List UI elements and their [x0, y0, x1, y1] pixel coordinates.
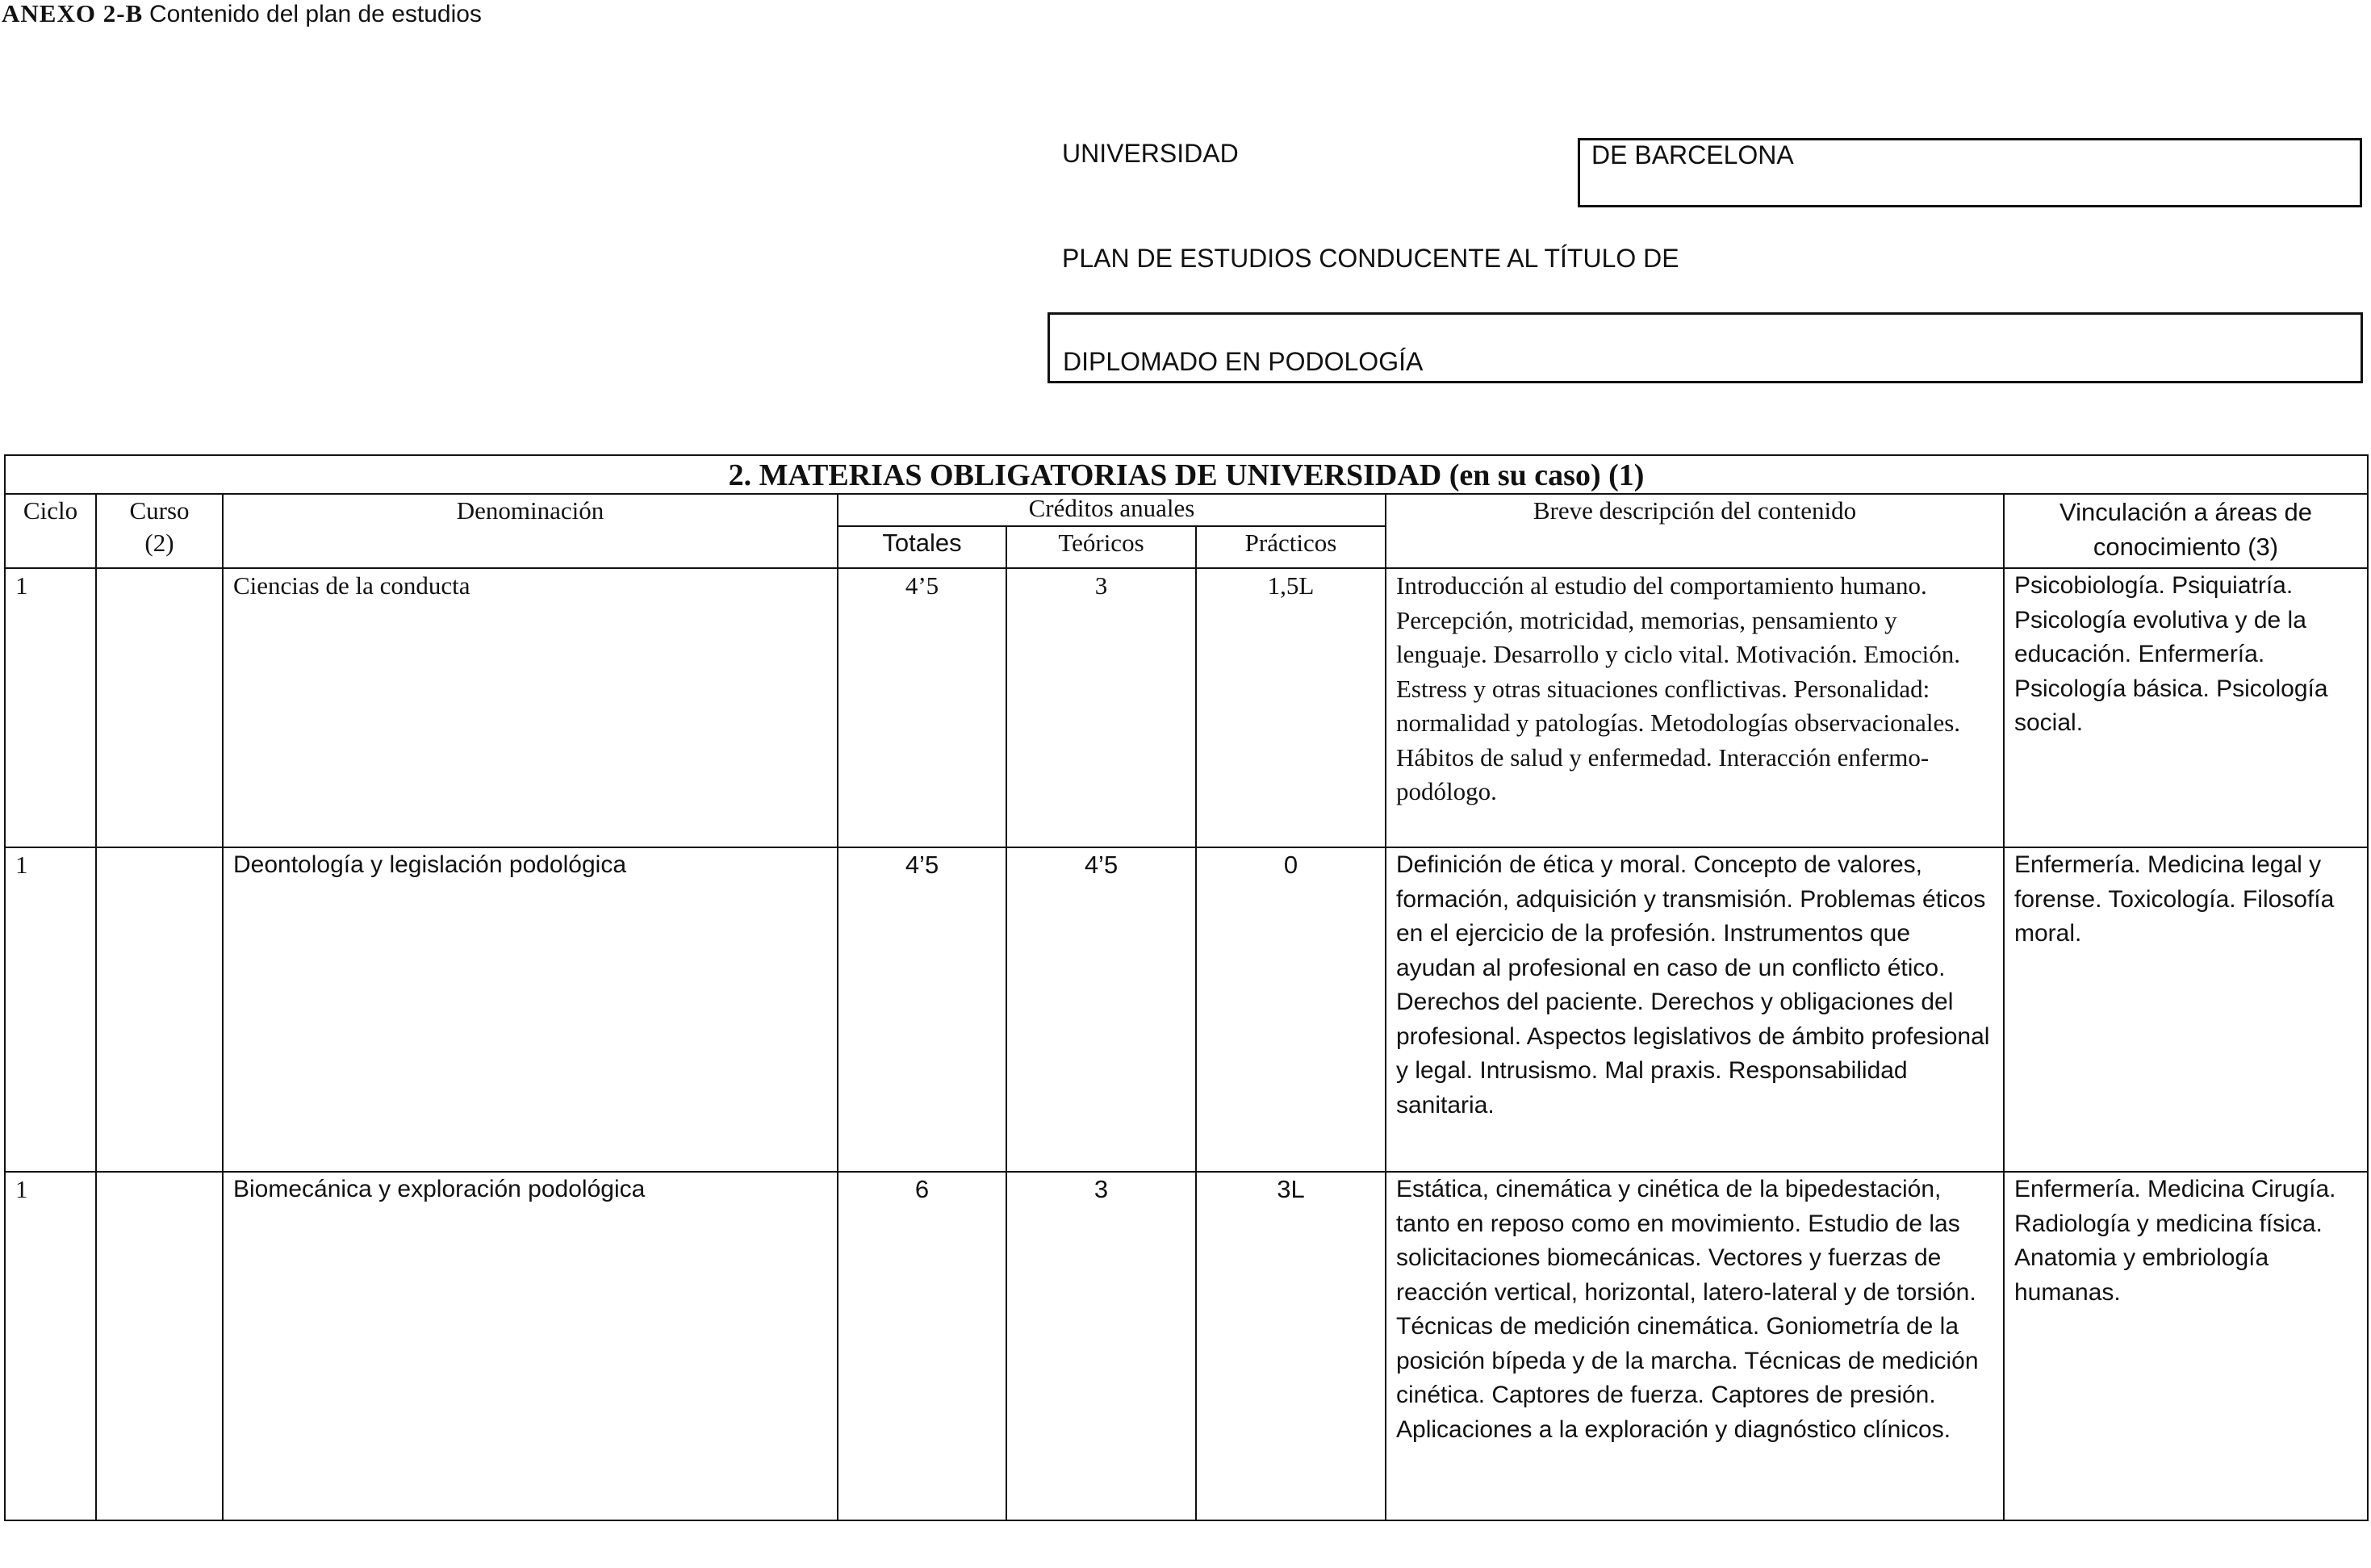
cell-practicos: 1,5L: [1196, 568, 1386, 847]
header-curso-line1: Curso: [129, 496, 190, 525]
cell-ciclo: 1: [5, 568, 96, 847]
table-row: [5, 847, 2368, 1172]
plan-label: PLAN DE ESTUDIOS CONDUCENTE AL TÍTULO DE: [1062, 244, 1679, 273]
materias-table: [4, 454, 2369, 1521]
section-title: 2. MATERIAS OBLIGATORIAS DE UNIVERSIDAD (en su caso) (1): [5, 455, 2368, 494]
header-vinculacion: Vinculación a áreas de conocimiento (3): [2004, 494, 2368, 568]
cell-descripcion: Introducción al estudio del comportamiento humano. Percepción, motricidad, memorias, pensamiento y lenguaje. Desarrollo y ciclo vital. Motivación. Emoción. Estress y otras situaciones conflictivas. Personalidad: normalidad y patologías. Metodologías observacionales. Hábitos de salud y enfermedad. Interacción enfermo-podólogo.: [1386, 568, 2004, 847]
cell-teoricos: 4’5: [1006, 847, 1196, 1172]
header-practicos: Prácticos: [1196, 526, 1386, 568]
universidad-label: UNIVERSIDAD: [1062, 139, 1239, 168]
cell-vinculacion: Enfermería. Medicina Cirugía. Radiología y medicina física. Anatomia y embriología humanas.: [2004, 1172, 2368, 1520]
cell-vinculacion: Psicobiología. Psiquiatría. Psicología evolutiva y de la educación. Enfermería. Psicología básica. Psicología social.: [2004, 568, 2368, 847]
header-ciclo: Ciclo: [5, 494, 96, 568]
header-curso: [96, 494, 223, 568]
header-curso-line2: (2): [144, 529, 174, 557]
cell-practicos: 0: [1196, 847, 1386, 1172]
annex-heading: [2, 0, 482, 28]
universidad-box: [1578, 138, 2362, 207]
cell-curso: [96, 568, 223, 847]
table-row: [5, 1172, 2368, 1520]
cell-curso: [96, 1172, 223, 1520]
header-creditos: Créditos anuales: [838, 494, 1386, 526]
cell-totales: 4’5: [838, 847, 1006, 1172]
cell-totales: 4’5: [838, 568, 1006, 847]
cell-teoricos: 3: [1006, 568, 1196, 847]
header-teoricos: Teóricos: [1006, 526, 1196, 568]
cell-descripcion: Definición de ética y moral. Concepto de valores, formación, adquisición y transmisión. Problemas éticos en el ejercicio de la profesión. Instrumentos que ayudan al profesional en caso de un conflicto ético. Derechos del paciente. Derechos y obligaciones del profesional. Aspectos legislativos de ámbito profesional y legal. Intrusismo. Mal praxis. Responsabilidad sanitaria.: [1386, 847, 2004, 1172]
titulo-box: [1048, 312, 2363, 383]
cell-practicos: 3L: [1196, 1172, 1386, 1520]
cell-ciclo: 1: [5, 1172, 96, 1520]
cell-totales: 6: [838, 1172, 1006, 1520]
cell-ciclo: 1: [5, 847, 96, 1172]
cell-curso: [96, 847, 223, 1172]
cell-denominacion: Deontología y legislación podológica: [223, 847, 838, 1172]
table-row: [5, 568, 2368, 847]
cell-descripcion: Estática, cinemática y cinética de la bipedestación, tanto en reposo como en movimiento. Estudio de las solicitaciones biomecánicas. Vectores y fuerzas de reacción vertical, horizontal, latero-lateral y de torsión. Técnicas de medición cinemática. Goniometría de la posición bípeda y de la marcha. Técnicas de medición cinética. Captores de fuerza. Captores de presión. Aplicaciones a la exploración y diagnóstico clínicos.: [1386, 1172, 2004, 1520]
cell-vinculacion: Enfermería. Medicina legal y forense. Toxicología. Filosofía moral.: [2004, 847, 2368, 1172]
header-totales: Totales: [838, 526, 1006, 568]
annex-code: ANEXO 2-B: [2, 0, 144, 27]
universidad-value: DE BARCELONA: [1591, 140, 1794, 169]
annex-subtitle: Contenido del plan de estudios: [148, 1, 482, 27]
cell-denominacion: Ciencias de la conducta: [223, 568, 838, 847]
titulo-value: DIPLOMADO EN PODOLOGÍA: [1063, 347, 1424, 376]
header-denominacion: Denominación: [223, 494, 838, 568]
cell-teoricos: 3: [1006, 1172, 1196, 1520]
cell-denominacion: Biomecánica y exploración podológica: [223, 1172, 838, 1520]
header-descripcion: Breve descripción del contenido: [1386, 494, 2004, 568]
